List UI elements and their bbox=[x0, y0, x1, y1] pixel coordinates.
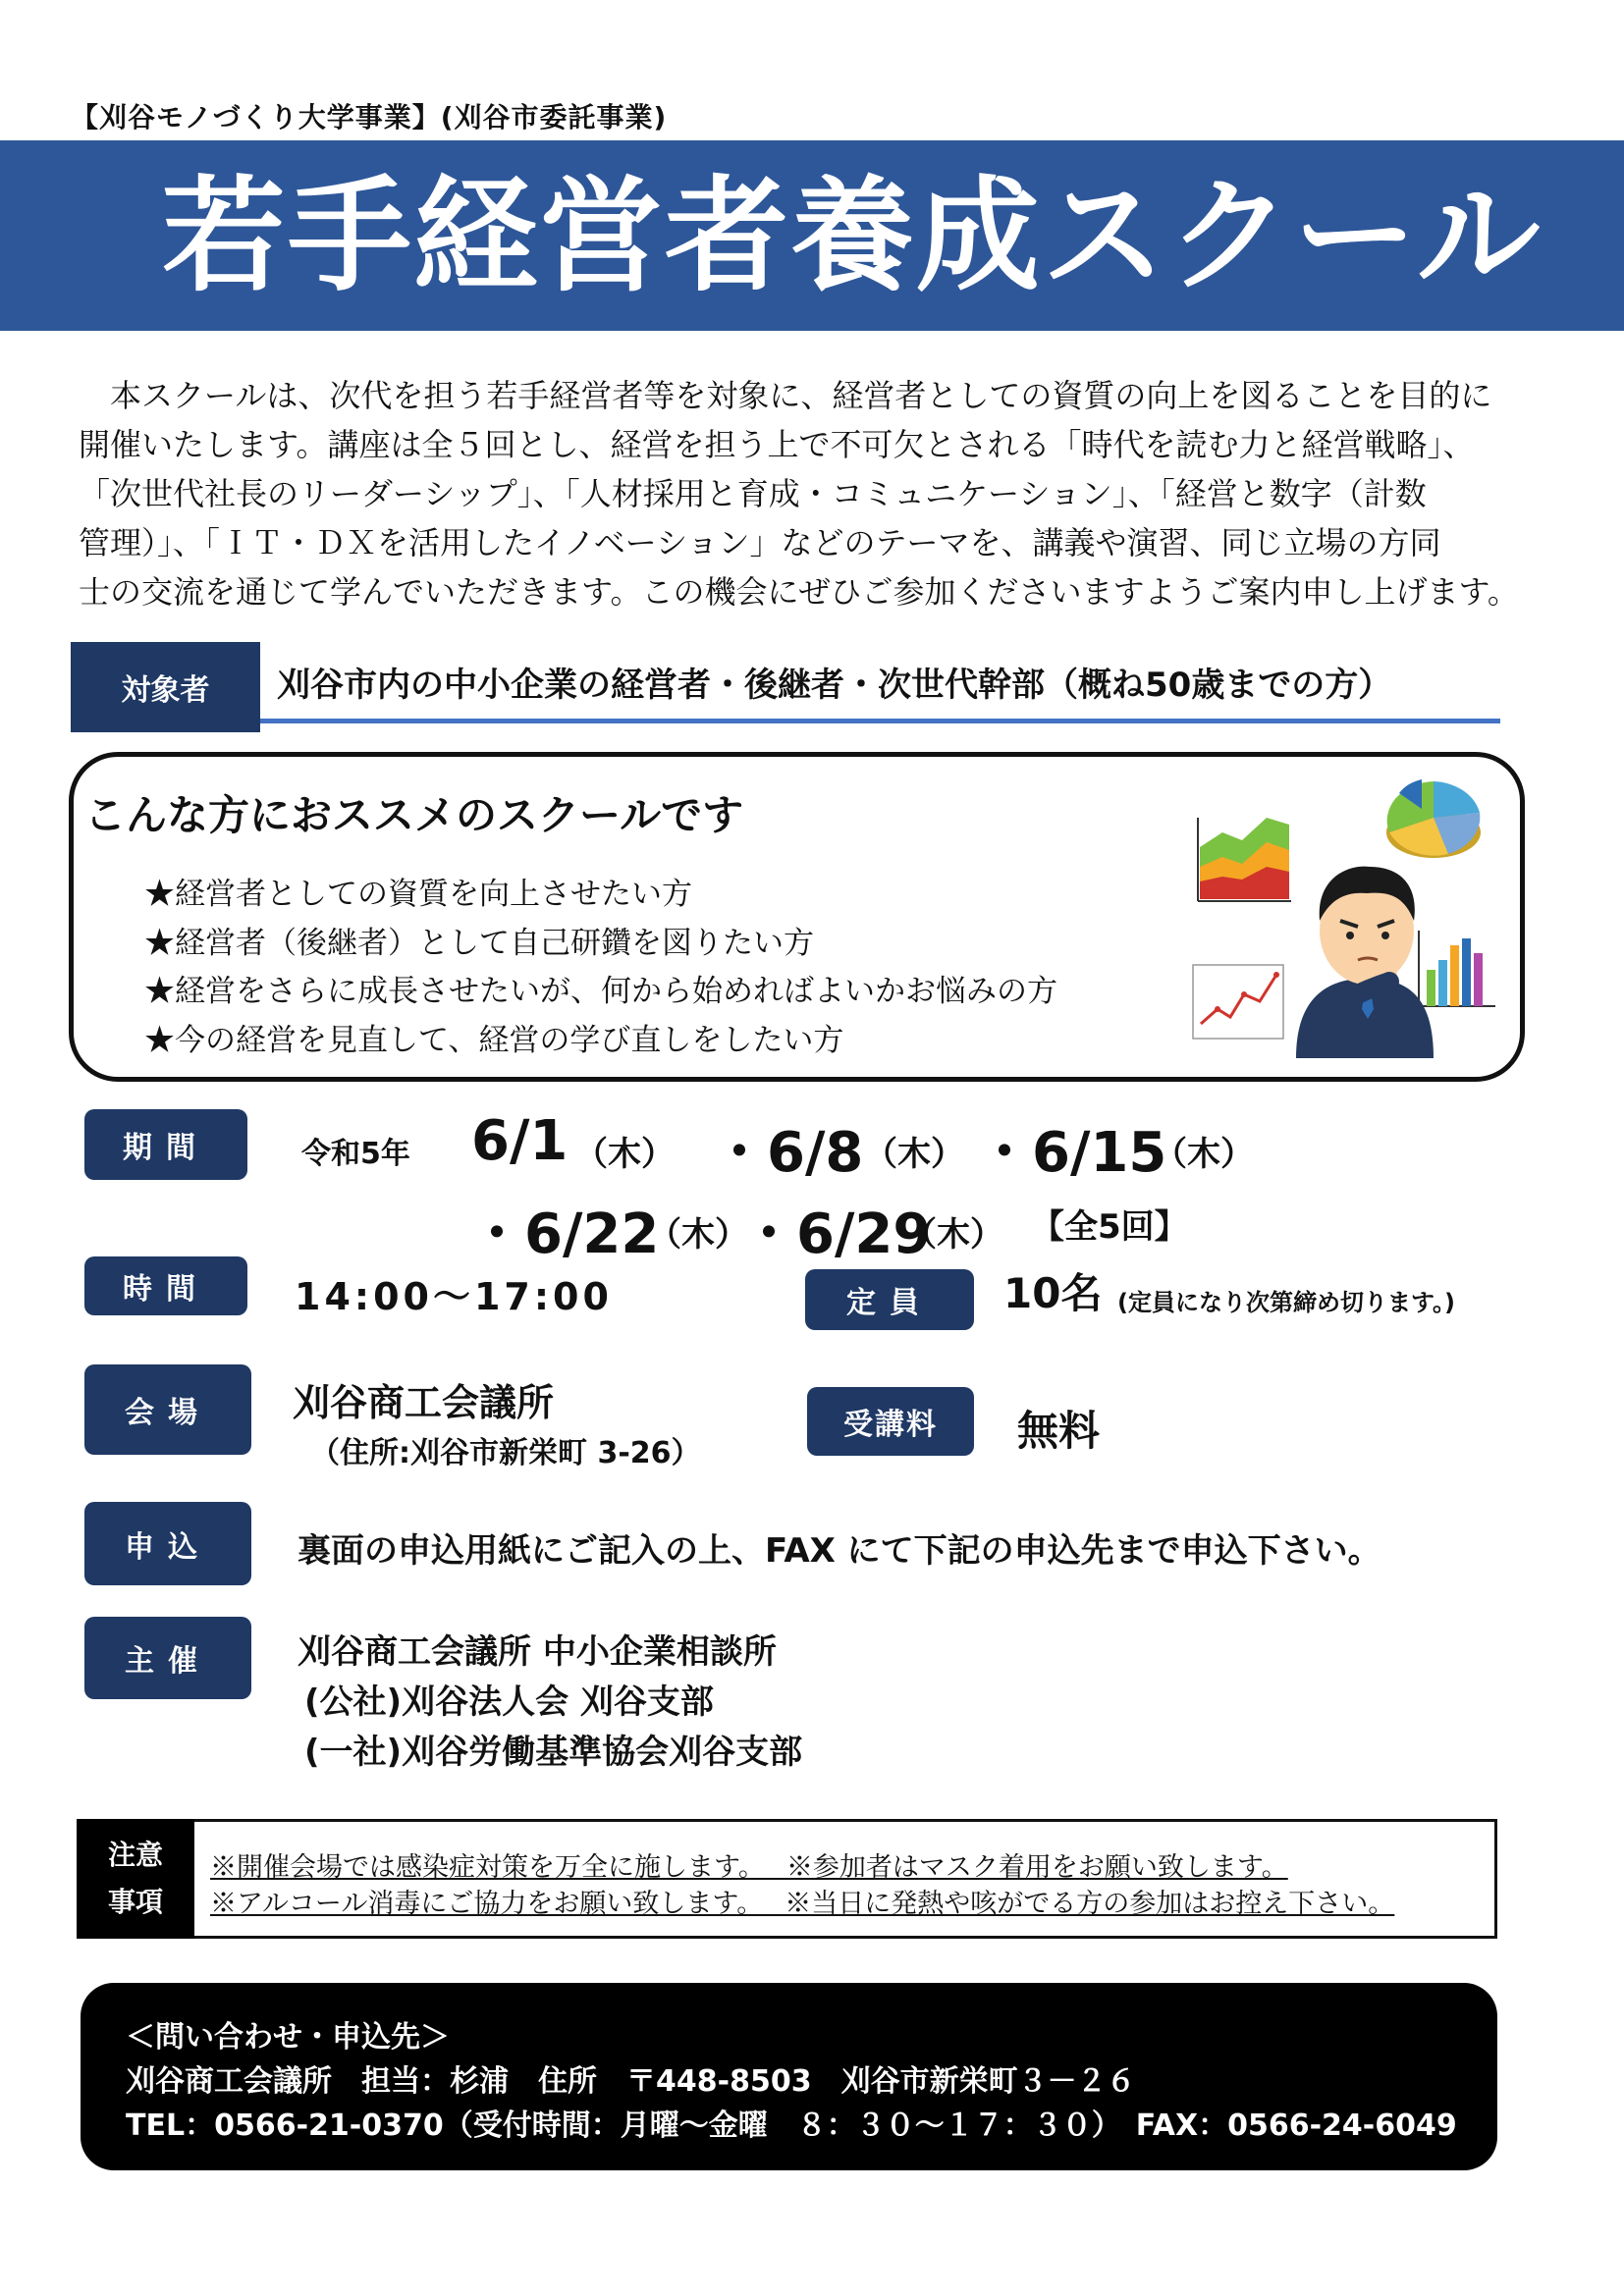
pie-chart-icon bbox=[1386, 779, 1481, 858]
venue-address: （住所:刈谷市新栄町 3-26） bbox=[310, 1436, 701, 1470]
recommend-item: ★今の経営を見直して、経営の学び直しをしたい方 bbox=[144, 1023, 844, 1058]
organizer-label: 主催 bbox=[84, 1617, 251, 1699]
recommend-item: ★経営者（後継者）として自己研鑽を図りたい方 bbox=[144, 926, 814, 961]
notice-label bbox=[77, 1819, 194, 1939]
venue-label: 会場 bbox=[84, 1364, 251, 1455]
weekday-1: （木） bbox=[574, 1135, 675, 1174]
illustration bbox=[1183, 774, 1507, 1058]
time-value: 14:00～17:00 bbox=[295, 1275, 613, 1318]
apply-label: 申込 bbox=[84, 1502, 251, 1585]
thinking-man-icon bbox=[1296, 867, 1434, 1058]
line-chart-icon bbox=[1193, 965, 1283, 1039]
area-chart-icon bbox=[1198, 818, 1291, 901]
date-4: ・6/22 bbox=[469, 1202, 660, 1266]
recommend-title: こんな方におススメのスクールです bbox=[84, 791, 744, 839]
time-label: 時間 bbox=[84, 1256, 247, 1315]
bar-chart-icon bbox=[1419, 931, 1495, 1006]
weekday-2: （木） bbox=[864, 1135, 964, 1174]
intro-line: 士の交流を通じて学んでいただきます。この機会にぜひご参加くださいますようご案内申し上げます。 bbox=[79, 573, 1519, 611]
venue-name: 刈谷商工会議所 bbox=[293, 1381, 555, 1424]
capacity-value: 10名 bbox=[1003, 1269, 1103, 1317]
date-3: ・6/15 bbox=[977, 1121, 1167, 1185]
intro-line: 開催いたします。講座は全５回とし、経営を担う上で不可欠とされる「時代を読む力と経営戦略」、 bbox=[79, 426, 1475, 463]
session-count: 【全5回】 bbox=[1031, 1207, 1188, 1247]
organizer-line: 刈谷商工会議所 中小企業相談所 bbox=[298, 1632, 777, 1672]
intro-line: 管理）」、「ＩＴ・ＤＸを活用したイノベーション」などのテーマを、講義や演習、同じ立場の方同 bbox=[79, 524, 1441, 561]
contact-address: 刈谷商工会議所 担当：杉浦 住所 〒448-8503 刈谷市新栄町３－２６ bbox=[126, 2064, 1136, 2099]
date-2: ・6/8 bbox=[712, 1121, 864, 1185]
apply-text: 裏面の申込用紙にご記入の上、FAX にて下記の申込先まで申込下さい。 bbox=[298, 1531, 1381, 1571]
fee-value: 無料 bbox=[1017, 1407, 1101, 1455]
capacity-label: 定員 bbox=[805, 1269, 974, 1330]
notice-label-top: 注意 bbox=[107, 1839, 163, 1871]
organizer-line: (一社)刈谷労働基準協会刈谷支部 bbox=[304, 1733, 803, 1772]
recommend-item: ★経営者としての資質を向上させたい方 bbox=[144, 877, 692, 912]
notice-line: ※開催会場では感染症対策を万全に施します。 ※参加者はマスク着用をお願い致します。 bbox=[210, 1852, 1288, 1883]
contact-phone: TEL：0566-21-0370（受付時間：月曜～金曜 ８：３０～１７：３０） FAX：0566-24-6049 bbox=[126, 2109, 1457, 2143]
period-era: 令和5年 bbox=[301, 1137, 410, 1171]
weekday-3: （木） bbox=[1154, 1135, 1254, 1174]
intro-line: 「次世代社長のリーダーシップ」、「人材採用と育成・コミュニケーション」、「経営と数字（計数 bbox=[79, 475, 1427, 512]
contact-box bbox=[81, 1983, 1497, 2170]
target-label: 対象者 bbox=[71, 642, 260, 732]
weekday-5: （木） bbox=[903, 1215, 1003, 1255]
weekday-4: （木） bbox=[648, 1215, 748, 1255]
date-5: ・6/29 bbox=[741, 1202, 932, 1266]
target-text: 刈谷市内の中小企業の経営者・後継者・次世代幹部（概ね50歳までの方） bbox=[277, 666, 1392, 705]
recommend-item: ★経営をさらに成長させたいが、何から始めればよいかお悩みの方 bbox=[144, 974, 1057, 1009]
notice-line: ※アルコール消毒にご協力をお願い致します。 ※当日に発熱や咳がでる方の参加はお控え下さい。 bbox=[210, 1889, 1395, 1919]
program-label: 【刈谷モノづくり大学事業】(刈谷市委託事業) bbox=[71, 101, 668, 133]
title-banner bbox=[0, 140, 1624, 331]
capacity-note: (定員になり次第締め切ります。) bbox=[1117, 1289, 1456, 1316]
date-1: 6/1 bbox=[471, 1109, 568, 1173]
period-label: 期間 bbox=[84, 1109, 247, 1180]
notice-label-bottom: 事項 bbox=[107, 1886, 163, 1918]
contact-heading: ＜問い合わせ・申込先＞ bbox=[126, 2020, 450, 2055]
page-title: 若手経営者養成スクール bbox=[162, 163, 1543, 308]
intro-line: 本スクールは、次代を担う若手経営者等を対象に、経営者としての資質の向上を図ることを目的に bbox=[110, 377, 1492, 414]
organizer-line: (公社)刈谷法人会 刈谷支部 bbox=[304, 1682, 714, 1722]
fee-label: 受講料 bbox=[807, 1387, 974, 1456]
target-underline bbox=[260, 719, 1500, 723]
intro-paragraph bbox=[79, 371, 1571, 616]
